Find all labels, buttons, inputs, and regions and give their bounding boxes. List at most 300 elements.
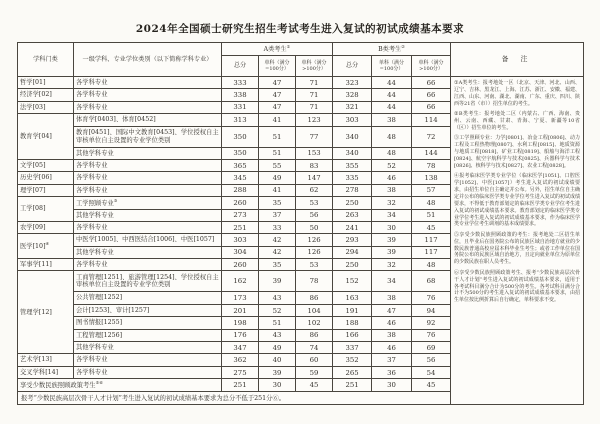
- score-cell: [222, 159, 259, 171]
- score-cell: [333, 234, 372, 246]
- score-cell: [296, 172, 333, 184]
- score-cell-label: 45: [426, 380, 436, 389]
- score-cell-label: 76: [426, 331, 436, 340]
- score-cell: [412, 209, 451, 221]
- category-cell-label: 哲学[01]: [20, 78, 46, 86]
- category-cell: [18, 89, 74, 101]
- score-cell-label: 57: [426, 186, 436, 195]
- category-cell: [18, 159, 74, 171]
- score-cell-label: 49: [272, 174, 282, 183]
- header-group-b: [333, 43, 451, 56]
- score-cell-label: 260: [233, 198, 247, 207]
- category-cell-label: 医学[10]: [20, 243, 46, 251]
- score-cell-label: 38: [387, 186, 396, 195]
- header-b-single100: 单科（满分=100分）: [372, 56, 412, 77]
- score-cell: [222, 354, 259, 366]
- score-cell: [372, 159, 412, 171]
- score-cell: [412, 197, 451, 209]
- score-cell: [259, 101, 296, 113]
- score-cell-label: 48: [387, 149, 396, 158]
- score-cell-label: 53: [309, 198, 319, 207]
- score-cell-label: 188: [345, 318, 359, 327]
- score-cell-label: 53: [309, 260, 319, 269]
- score-cell-label: 33: [272, 223, 282, 232]
- score-cell: [333, 77, 372, 89]
- score-cell: [222, 89, 259, 101]
- score-cell: [412, 221, 451, 233]
- score-cell-label: 60: [309, 356, 319, 365]
- score-cell-label: 117: [424, 248, 438, 257]
- category-cell: [18, 221, 74, 233]
- category-cell-footnote-ref: ④: [45, 240, 50, 246]
- score-cell: [222, 342, 259, 354]
- score-cell-label: 66: [426, 91, 436, 100]
- score-cell-label: 288: [233, 186, 247, 195]
- score-cell: [222, 197, 259, 209]
- score-cell-label: 251: [345, 380, 359, 389]
- category-cell: [18, 77, 74, 89]
- score-cell: [296, 246, 333, 258]
- category-cell-label: 法学[03]: [20, 103, 46, 111]
- specialty-cell-label: 各学科专业: [76, 261, 108, 269]
- score-cell: [296, 292, 333, 304]
- score-cell-label: 48: [387, 132, 396, 141]
- score-cell: [333, 329, 372, 341]
- score-cell: [259, 147, 296, 159]
- score-cell: [259, 292, 296, 304]
- category-cell: [18, 234, 74, 259]
- score-cell: [412, 271, 451, 292]
- score-cell: [333, 101, 372, 113]
- score-cell: [412, 246, 451, 258]
- category-cell-label: 历史学[06]: [20, 174, 52, 182]
- score-cell-label: 152: [345, 277, 359, 286]
- score-cell: [259, 159, 296, 171]
- score-cell-label: 74: [309, 343, 319, 352]
- score-cell-label: 273: [233, 211, 247, 220]
- category-cell: [18, 259, 74, 271]
- score-cell: [259, 172, 296, 184]
- category-cell: [18, 172, 74, 184]
- score-cell-label: 162: [233, 277, 247, 286]
- score-cell-label: 37: [387, 356, 396, 365]
- score-cell-label: 38: [387, 331, 396, 340]
- specialty-cell: [74, 221, 222, 233]
- specialty-cell-label: 各学科专业: [76, 223, 108, 231]
- score-cell: [296, 379, 333, 391]
- specialty-cell-label: 各学科专业: [76, 368, 108, 376]
- specialty-cell-label: 其他学科专业: [76, 344, 114, 352]
- score-cell: [296, 366, 333, 378]
- header-remark: 备 注: [451, 43, 584, 77]
- score-cell-label: 293: [345, 235, 359, 244]
- minority-policy-cell-footnote-ref: ⑤⑥: [95, 379, 104, 385]
- score-cell: [333, 172, 372, 184]
- score-cell-label: 313: [233, 115, 247, 124]
- score-cell: [412, 77, 451, 89]
- score-cell-label: 350: [233, 132, 247, 141]
- specialty-cell: [74, 271, 222, 292]
- header-group-a: [222, 43, 333, 56]
- score-cell-label: 147: [307, 174, 321, 183]
- score-cell-label: 241: [345, 223, 359, 232]
- specialty-cell-label: 工程管理[1256]: [76, 331, 123, 339]
- score-cell-label: 54: [426, 368, 436, 377]
- header-a-single-over100: 单科（满分>100分）: [296, 56, 333, 77]
- score-cell-label: 49: [272, 343, 282, 352]
- score-cell-label: 123: [307, 115, 321, 124]
- score-cell: [412, 101, 451, 113]
- category-cell: [18, 366, 74, 378]
- score-cell-label: 30: [272, 380, 282, 389]
- score-cell-label: 201: [233, 306, 247, 315]
- score-cell-label: 144: [424, 149, 438, 158]
- specialty-cell: [74, 101, 222, 113]
- header-group-a-sup: ①: [286, 43, 291, 49]
- table-header: [18, 43, 584, 77]
- score-cell: [296, 126, 333, 147]
- score-cell: [222, 77, 259, 89]
- score-cell: [259, 366, 296, 378]
- specialty-cell: [74, 259, 222, 271]
- score-cell: [222, 271, 259, 292]
- score-cell-label: 44: [387, 91, 396, 100]
- specialty-cell-label: 工学照顾专业: [76, 199, 114, 207]
- score-cell: [412, 126, 451, 147]
- score-cell-label: 331: [233, 103, 247, 112]
- score-cell: [296, 221, 333, 233]
- score-cell-label: 62: [309, 186, 319, 195]
- score-cell: [296, 101, 333, 113]
- score-cell-label: 191: [345, 306, 359, 315]
- score-cell: [296, 271, 333, 292]
- score-cell-label: 52: [387, 161, 396, 170]
- score-cell: [333, 126, 372, 147]
- score-cell: [372, 209, 412, 221]
- score-cell-label: 328: [345, 91, 359, 100]
- score-cell-label: 166: [345, 331, 359, 340]
- score-cell-label: 263: [345, 211, 359, 220]
- score-cell: [412, 379, 451, 391]
- score-cell: [259, 246, 296, 258]
- remark-note: ⑤享受少数民族照顾政策的考生：报考地处二区招生单位，且毕业后在国务院公布的民族区域自治地方就业的少数民族普通高校应届本科毕业生考生；或者工作单位在国务院公布的民族区域自治地方，且定向就业单位为原单位的少数民族在职人员考生。: [454, 231, 581, 266]
- score-cell: [296, 89, 333, 101]
- score-cell: [333, 209, 372, 221]
- score-cell: [333, 197, 372, 209]
- score-cell: [222, 172, 259, 184]
- score-cell-label: 68: [426, 277, 436, 286]
- score-cell: [412, 159, 451, 171]
- score-cell: [333, 259, 372, 271]
- score-cell: [372, 184, 412, 196]
- header-a-single100: 单科（满分=100分）: [259, 56, 296, 77]
- category-cell: [18, 101, 74, 113]
- score-cell: [372, 126, 412, 147]
- score-cell-label: 321: [345, 103, 359, 112]
- score-cell-label: 94: [426, 306, 436, 315]
- score-cell: [372, 379, 412, 391]
- score-cell-label: 251: [233, 223, 247, 232]
- specialty-cell: [74, 159, 222, 171]
- score-cell: [222, 209, 259, 221]
- specialty-cell: [74, 234, 222, 246]
- score-cell-label: 39: [272, 277, 282, 286]
- score-cell-label: 333: [233, 78, 247, 87]
- score-cell-label: 44: [387, 78, 396, 87]
- score-cell: [222, 126, 259, 147]
- score-cell-label: 51: [272, 149, 282, 158]
- score-cell: [296, 304, 333, 316]
- score-cell: [222, 221, 259, 233]
- score-cell: [412, 366, 451, 378]
- score-cell: [222, 317, 259, 329]
- score-cell-label: 345: [233, 174, 247, 183]
- score-cell-label: 338: [233, 91, 247, 100]
- score-cell: [372, 342, 412, 354]
- score-cell: [296, 197, 333, 209]
- remark-note: ④报考临床医学类专业学位（临床医学[1051]、口腔医学[1052]、中医[1057]）考生进入复试的初试成绩要求，由招生单位自主确定并公布。另外，招生单位自主确定并公布的临床医学类专业学位考生进入复试的初试成绩要求，不得低于教育部划定的临床医学类专业学位考生进入复试的初试成绩基本要求。教育部划定的临床医学类专业学位考生进入复试的初试成绩基本要求，作为临床医学类专业学位考生调剂的基本成绩要求。: [454, 173, 581, 228]
- score-cell: [222, 366, 259, 378]
- score-cell: [333, 159, 372, 171]
- score-cell: [372, 317, 412, 329]
- score-cell-label: 72: [426, 132, 436, 141]
- score-cell-label: 48: [426, 260, 436, 269]
- score-cell-label: 45: [309, 380, 319, 389]
- score-cell: [412, 147, 451, 159]
- specialty-cell-label: 其他学科专业: [76, 248, 114, 256]
- score-cell: [333, 114, 372, 126]
- header-group-b-sup: ②: [401, 43, 405, 49]
- header-b-single-over100: 单科（满分>100分）: [412, 56, 451, 77]
- category-cell-label: 教育学[04]: [20, 132, 52, 140]
- specialty-cell-label: 图书情报[1255]: [76, 319, 123, 327]
- category-cell: [18, 114, 74, 160]
- category-cell-label: 经济学[02]: [20, 91, 52, 99]
- score-cell-label: 83: [309, 161, 319, 170]
- specialty-cell-label: 工商管理[1251]、旅游管理[1254]、学位授权自主审核单位自主设置的专业学位类别: [76, 274, 219, 289]
- score-cell: [372, 329, 412, 341]
- score-cell: [259, 271, 296, 292]
- score-cell: [372, 366, 412, 378]
- score-cell-label: 51: [272, 318, 282, 327]
- score-cell-label: 340: [345, 149, 359, 158]
- score-cell: [296, 184, 333, 196]
- specialty-cell-label: 各学科专业: [76, 356, 108, 364]
- remark-cell: [451, 77, 584, 405]
- score-cell: [259, 209, 296, 221]
- score-cell: [259, 304, 296, 316]
- score-cell: [296, 114, 333, 126]
- score-cell: [372, 234, 412, 246]
- score-cell-label: 41: [272, 186, 282, 195]
- score-cell: [296, 259, 333, 271]
- score-cell: [333, 304, 372, 316]
- score-cell: [333, 342, 372, 354]
- score-cell-label: 340: [345, 132, 359, 141]
- score-cell: [372, 101, 412, 113]
- score-cell-label: 138: [424, 174, 438, 183]
- footer-note: [18, 391, 451, 404]
- score-cell-label: 51: [272, 132, 282, 141]
- specialty-cell: [74, 126, 222, 147]
- score-cell: [222, 379, 259, 391]
- specialty-cell-label: 其他学科专业: [76, 211, 114, 219]
- category-cell: [18, 354, 74, 366]
- score-cell-label: 50: [309, 223, 319, 232]
- score-cell-label: 355: [345, 161, 359, 170]
- score-cell: [296, 317, 333, 329]
- category-cell: [18, 197, 74, 222]
- score-cell-label: 102: [307, 318, 321, 327]
- category-cell: [18, 271, 74, 354]
- score-cell-label: 78: [426, 161, 436, 170]
- score-cell: [296, 209, 333, 221]
- category-cell: [18, 184, 74, 196]
- score-cell-label: 86: [309, 294, 319, 303]
- specialty-cell-label: 体育学[0403]、体育[0452]: [76, 116, 156, 124]
- score-cell: [412, 114, 451, 126]
- score-cell-label: 163: [345, 294, 359, 303]
- score-cell: [259, 114, 296, 126]
- specialty-cell: [74, 89, 222, 101]
- specialty-cell-label: 会计[1253]、审计[1257]: [76, 306, 150, 314]
- specialty-cell: [74, 342, 222, 354]
- score-cell-label: 352: [345, 356, 359, 365]
- score-cell: [372, 292, 412, 304]
- specialty-cell-label: 各学科专业: [76, 103, 108, 111]
- score-cell-label: 42: [272, 248, 282, 257]
- score-cell: [222, 184, 259, 196]
- specialty-cell: [74, 354, 222, 366]
- specialty-cell-label: 中医学[1005]、中西医结合[1006]、中医[1057]: [76, 236, 215, 244]
- score-cell: [372, 77, 412, 89]
- header-category: 学科门类: [18, 43, 74, 77]
- score-cell-label: 350: [233, 149, 247, 158]
- score-cell: [372, 147, 412, 159]
- score-table-body: [18, 77, 584, 405]
- score-cell: [333, 354, 372, 366]
- score-cell: [412, 172, 451, 184]
- score-cell-label: 66: [426, 78, 436, 87]
- score-cell-label: 337: [345, 343, 359, 352]
- score-cell: [333, 292, 372, 304]
- specialty-cell-label: 各学科专业: [76, 91, 108, 99]
- score-cell: [222, 329, 259, 341]
- score-cell-label: 46: [387, 318, 396, 327]
- specialty-cell: [74, 184, 222, 196]
- header-a-total: 总分: [222, 56, 259, 77]
- score-cell-label: 47: [272, 103, 282, 112]
- score-cell-label: 114: [424, 115, 438, 124]
- minority-policy-cell: [18, 379, 222, 391]
- score-cell: [222, 114, 259, 126]
- score-cell-label: 126: [307, 248, 321, 257]
- score-cell: [333, 379, 372, 391]
- category-cell-label: 农学[09]: [20, 223, 46, 231]
- score-cell-label: 294: [345, 248, 359, 257]
- score-cell-label: 46: [387, 343, 396, 352]
- score-cell-label: 39: [272, 368, 282, 377]
- score-cell: [296, 77, 333, 89]
- score-cell-label: 40: [272, 356, 282, 365]
- specialty-cell: [74, 292, 222, 304]
- score-cell-label: 55: [272, 161, 282, 170]
- specialty-cell: [74, 77, 222, 89]
- score-cell: [412, 342, 451, 354]
- score-cell-label: 43: [272, 294, 282, 303]
- score-cell: [222, 292, 259, 304]
- score-cell-label: 35: [272, 260, 282, 269]
- score-cell-label: 47: [272, 78, 282, 87]
- specialty-cell-label: 其他学科专业: [76, 149, 114, 157]
- specialty-cell: [74, 317, 222, 329]
- score-cell-label: 278: [345, 186, 359, 195]
- score-cell: [372, 221, 412, 233]
- score-cell-label: 265: [345, 368, 359, 377]
- header-b-total: 总分: [333, 56, 372, 77]
- score-cell: [222, 259, 259, 271]
- score-cell: [412, 234, 451, 246]
- score-cell-label: 48: [426, 198, 436, 207]
- score-cell-label: 275: [233, 368, 247, 377]
- score-cell: [259, 342, 296, 354]
- specialty-cell-label: 各学科专业: [76, 78, 108, 86]
- score-cell-label: 30: [387, 380, 396, 389]
- score-cell: [259, 184, 296, 196]
- score-cell: [259, 77, 296, 89]
- category-cell-label: 艺术学[13]: [20, 356, 52, 364]
- score-cell: [222, 101, 259, 113]
- score-cell-label: 35: [272, 198, 282, 207]
- header-group-b-label: B类考生: [378, 45, 402, 53]
- score-cell: [296, 159, 333, 171]
- remark-note: ⑥享受少数民族照顾政策考生、报考“少数民族高层次骨干人才计划”考生进入复试的初试成绩基本要求，适用于各考试科目满分合计为500分的考生。各考试科目满分合计不为500分的考生进入复试的初试成绩基本要求，由招生单位按比例折算后自行确定，单科要求不变。: [454, 269, 581, 304]
- specialty-cell: [74, 366, 222, 378]
- score-cell-label: 71: [309, 103, 319, 112]
- specialty-cell-label: 公共管理[1252]: [76, 294, 123, 302]
- score-cell: [333, 246, 372, 258]
- score-cell-label: 52: [272, 306, 282, 315]
- score-cell-label: 92: [426, 318, 436, 327]
- score-cell-label: 78: [309, 277, 319, 286]
- specialty-cell: [74, 209, 222, 221]
- score-cell-label: 77: [309, 132, 319, 141]
- specialty-cell: [74, 172, 222, 184]
- score-cell-label: 59: [309, 368, 319, 377]
- score-cell-label: 38: [387, 294, 396, 303]
- score-cell-label: 39: [387, 248, 396, 257]
- score-cell-label: 34: [387, 277, 396, 286]
- score-cell: [412, 292, 451, 304]
- page-title: 2024年全国硕士研究生招生考试考生进入复试的初试成绩基本要求: [135, 23, 465, 35]
- score-cell-label: 38: [387, 115, 396, 124]
- header-group-a-label: A类考生: [263, 45, 287, 53]
- score-cell-label: 39: [387, 235, 396, 244]
- score-cell: [259, 197, 296, 209]
- score-cell-label: 32: [387, 198, 396, 207]
- score-cell: [372, 354, 412, 366]
- category-cell-label: 交叉学科[14]: [20, 368, 59, 376]
- score-cell: [333, 89, 372, 101]
- score-cell-label: 69: [426, 343, 436, 352]
- score-cell-label: 32: [387, 260, 396, 269]
- score-table: [17, 42, 584, 405]
- score-cell: [412, 317, 451, 329]
- score-cell: [333, 366, 372, 378]
- score-cell-label: 43: [272, 331, 282, 340]
- specialty-cell: [74, 147, 222, 159]
- score-cell: [372, 271, 412, 292]
